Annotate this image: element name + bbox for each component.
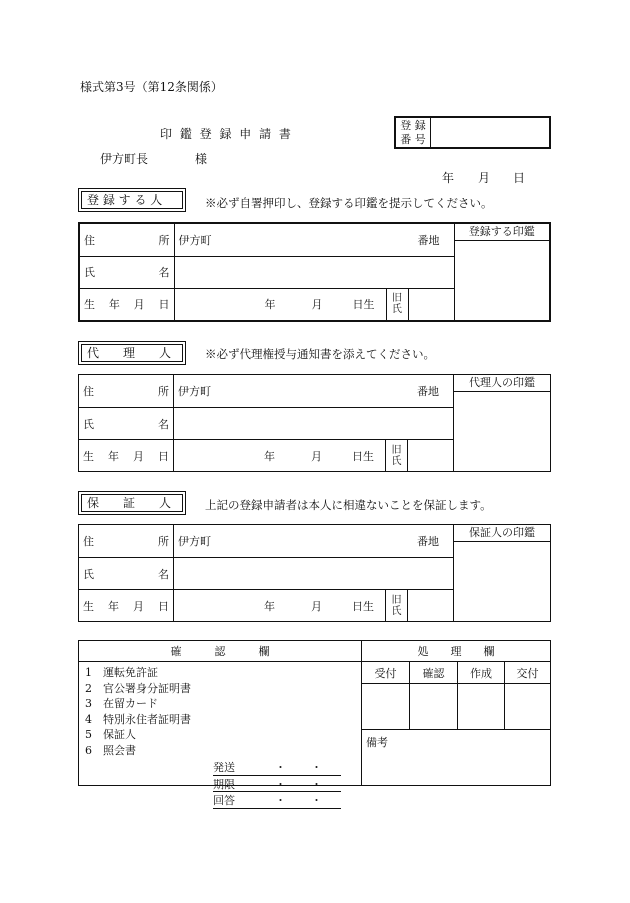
- registrant-heading: 登 録 す る 人: [78, 188, 186, 212]
- registration-number-field[interactable]: [431, 117, 551, 148]
- reply-row[interactable]: 回答 ・ ・: [213, 792, 341, 809]
- registrant-table: [78, 222, 551, 322]
- confirm-item[interactable]: 3 在留カード: [85, 697, 158, 710]
- guarantor-name-label: 氏 名: [79, 558, 174, 590]
- agent-birthdate-field[interactable]: 年 月 日生: [174, 440, 386, 472]
- confirm-item[interactable]: 4 特別永住者証明書: [85, 712, 191, 726]
- agent-seal-box[interactable]: 代理人の印鑑: [454, 375, 551, 472]
- guarantor-seal-box[interactable]: 保証人の印鑑: [454, 525, 551, 622]
- name-label: 氏 名: [79, 256, 174, 288]
- agent-heading: 代 理 人: [78, 341, 186, 365]
- confirm-item[interactable]: 6 照会書: [85, 743, 136, 757]
- sent-row[interactable]: 発送 ・ ・: [213, 759, 341, 776]
- agent-name-field[interactable]: [174, 408, 454, 440]
- date-day-label: 日: [513, 171, 526, 185]
- issued-stamp-box[interactable]: [505, 684, 551, 730]
- address-field[interactable]: 伊方町 番地: [174, 223, 454, 256]
- agent-note: ※必ず代理権授与通知書を添えてください。: [205, 347, 435, 361]
- col-received: 受付: [362, 662, 410, 684]
- guarantor-name-field[interactable]: [174, 558, 454, 590]
- date-year-label: 年: [442, 171, 455, 185]
- birthdate-label: 生 年 月 日: [79, 288, 174, 321]
- registration-number-label: 登 録 番 号: [395, 117, 431, 148]
- office-use-table: [78, 640, 551, 807]
- agent-table: [78, 374, 551, 472]
- created-stamp-box[interactable]: [458, 684, 505, 730]
- checked-stamp-box[interactable]: [410, 684, 458, 730]
- guarantor-former-name-field[interactable]: [408, 590, 454, 622]
- former-name-label: 旧 氏: [386, 288, 408, 321]
- name-field[interactable]: [174, 256, 454, 288]
- guarantor-birthdate-label: 生 年 月 日: [79, 590, 174, 622]
- form-number: 様式第3号（第12条関係）: [80, 80, 223, 94]
- confirmation-items: [85, 665, 191, 758]
- processing-heading: 処 理 欄: [362, 641, 551, 662]
- inquiry-schedule: [213, 759, 341, 809]
- confirmation-heading: 確 認 欄: [79, 641, 362, 662]
- confirm-item[interactable]: 2 官公署身分証明書: [85, 681, 191, 695]
- page-title: 印 鑑 登 録 申 請 書: [160, 127, 293, 141]
- registrant-note: ※必ず自署押印し、登録する印鑑を提示してください。: [205, 196, 493, 210]
- guarantor-birthdate-field[interactable]: 年 月 日生: [174, 590, 386, 622]
- confirm-item[interactable]: 5 保証人: [85, 728, 136, 741]
- remarks-label: 備考: [366, 736, 388, 749]
- agent-former-name-label: 旧 氏: [386, 440, 408, 472]
- guarantor-note: 上記の登録申請者は本人に相違ないことを保証します。: [205, 498, 492, 512]
- agent-former-name-field[interactable]: [408, 440, 454, 472]
- col-issued: 交付: [505, 662, 551, 684]
- col-created: 作成: [458, 662, 505, 684]
- addressee: 伊方町長: [100, 152, 149, 166]
- agent-name-label: 氏 名: [79, 408, 174, 440]
- date-month-label: 月: [478, 171, 491, 185]
- received-stamp-box[interactable]: [362, 684, 410, 730]
- agent-address-label: 住 所: [79, 375, 174, 408]
- confirmation-area: [79, 662, 362, 807]
- col-checked: 確認: [410, 662, 458, 684]
- agent-birthdate-label: 生 年 月 日: [79, 440, 174, 472]
- birthdate-field[interactable]: 年 月 日生: [174, 288, 386, 321]
- guarantor-table: [78, 524, 551, 622]
- guarantor-heading: 保 証 人: [78, 491, 186, 515]
- registrant-seal-box[interactable]: 登録する印鑑: [454, 223, 550, 321]
- registration-number-box: [394, 116, 551, 149]
- honorific: 様: [195, 152, 208, 166]
- former-name-field[interactable]: [408, 288, 454, 321]
- deadline-row[interactable]: 期限 ・ ・: [213, 776, 341, 793]
- remarks-box[interactable]: [362, 730, 551, 786]
- guarantor-address-label: 住 所: [79, 525, 174, 558]
- guarantor-former-name-label: 旧 氏: [386, 590, 408, 622]
- address-label: 住 所: [79, 223, 174, 256]
- guarantor-address-field[interactable]: 伊方町 番地: [174, 525, 454, 558]
- confirm-item[interactable]: 1 運転免許証: [85, 666, 158, 679]
- agent-address-field[interactable]: 伊方町 番地: [174, 375, 454, 408]
